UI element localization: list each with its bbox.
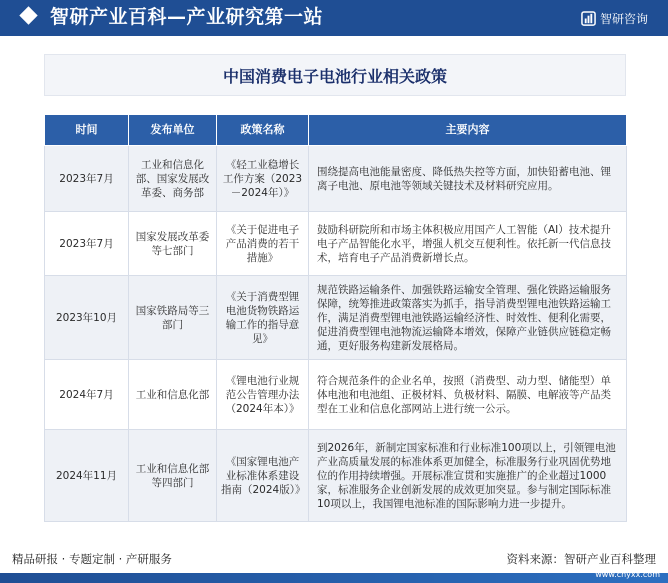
cell-time: 2023年7月 xyxy=(45,212,129,276)
cell-policy-name: 《关于促进电子产品消费的若干措施》 xyxy=(217,212,309,276)
title-box xyxy=(44,54,626,96)
footer-source: 资料来源：智研产业百科整理 xyxy=(506,552,656,566)
footer-bar xyxy=(0,573,668,583)
header-policy-name: 政策名称 xyxy=(217,115,309,146)
cell-content: 围绕提高电池能量密度、降低热失控等方面，加快铅蓄电池、锂离子电池、原电池等领域关键技术及材料研究应用。 xyxy=(309,146,627,212)
header-time: 时间 xyxy=(45,115,129,146)
site-header xyxy=(0,0,668,36)
brand-logo-icon xyxy=(581,11,596,26)
cell-content: 到2026年，新制定国家标准和行业标准100项以上，引领锂电池产业高质量发展的标准体系更加健全，标准服务行业巩固优势地位的作用持续增强。开展标准宣贯和实施推广的企业超过1000家，标准服务企业创新发展的成效更加突显。参与制定国际标准10项以上，我国锂电池标准的国际影响力进一步提升。 xyxy=(309,430,627,522)
header-unit: 发布单位 xyxy=(129,115,217,146)
table-row xyxy=(45,212,627,276)
table-row xyxy=(45,146,627,212)
table-row xyxy=(45,430,627,522)
table-row xyxy=(45,276,627,360)
footer-url[interactable]: www.chyxx.com xyxy=(595,570,660,579)
table-row xyxy=(45,360,627,430)
cell-policy-name: 《关于消费型锂电池货物铁路运输工作的指导意见》 xyxy=(217,276,309,360)
table-header-row xyxy=(45,115,627,146)
cell-policy-name: 《国家锂电池产业标准体系建设指南（2024版）》 xyxy=(217,430,309,522)
cell-unit: 工业和信息化部 xyxy=(129,360,217,430)
cell-time: 2023年7月 xyxy=(45,146,129,212)
cell-unit: 工业和信息化部等四部门 xyxy=(129,430,217,522)
cell-time: 2024年11月 xyxy=(45,430,129,522)
cell-time: 2023年10月 xyxy=(45,276,129,360)
site-title: 智研产业百科—产业研究第一站 xyxy=(50,6,324,28)
brand-name: 智研咨询 xyxy=(599,11,648,26)
policy-table xyxy=(44,114,627,522)
page-title: 中国消费电子电池行业相关政策 xyxy=(222,66,447,86)
diamond-icon xyxy=(19,6,37,24)
cell-time: 2024年7月 xyxy=(45,360,129,430)
brand-logo-link[interactable] xyxy=(581,9,648,27)
footer-services: 精品研报 · 专题定制 · 产研服务 xyxy=(12,552,172,566)
cell-policy-name: 《轻工业稳增长工作方案（2023－2024年）》 xyxy=(217,146,309,212)
cell-content: 鼓励科研院所和市场主体积极应用国产人工智能（AI）技术提升电子产品智能化水平，增强人机交互便利性。依托新一代信息技术，培育电子产品消费新增长点。 xyxy=(309,212,627,276)
cell-unit: 工业和信息化部、国家发展改革委、商务部 xyxy=(129,146,217,212)
cell-content: 规范铁路运输条件、加强铁路运输安全管理、强化铁路运输服务保障，统筹推进政策落实为抓手，指导消费型锂电池铁路运输工作，满足消费型锂电池铁路运输经济性、时效性、便利化需要，促进消费型锂电池物流运输降本增效，保障产业链供应链稳定畅通，更好服务构建新发展格局。 xyxy=(309,276,627,360)
cell-policy-name: 《锂电池行业规范公告管理办法（2024年本）》 xyxy=(217,360,309,430)
page-footer xyxy=(0,545,668,583)
cell-content: 符合规范条件的企业名单，按照（消费型、动力型、储能型）单体电池和电池组、正极材料、负极材料、隔膜、电解液等产品类型在工业和信息化部网站上进行统一公示。 xyxy=(309,360,627,430)
cell-unit: 国家发展改革委等七部门 xyxy=(129,212,217,276)
header-content: 主要内容 xyxy=(309,115,627,146)
cell-unit: 国家铁路局等三部门 xyxy=(129,276,217,360)
